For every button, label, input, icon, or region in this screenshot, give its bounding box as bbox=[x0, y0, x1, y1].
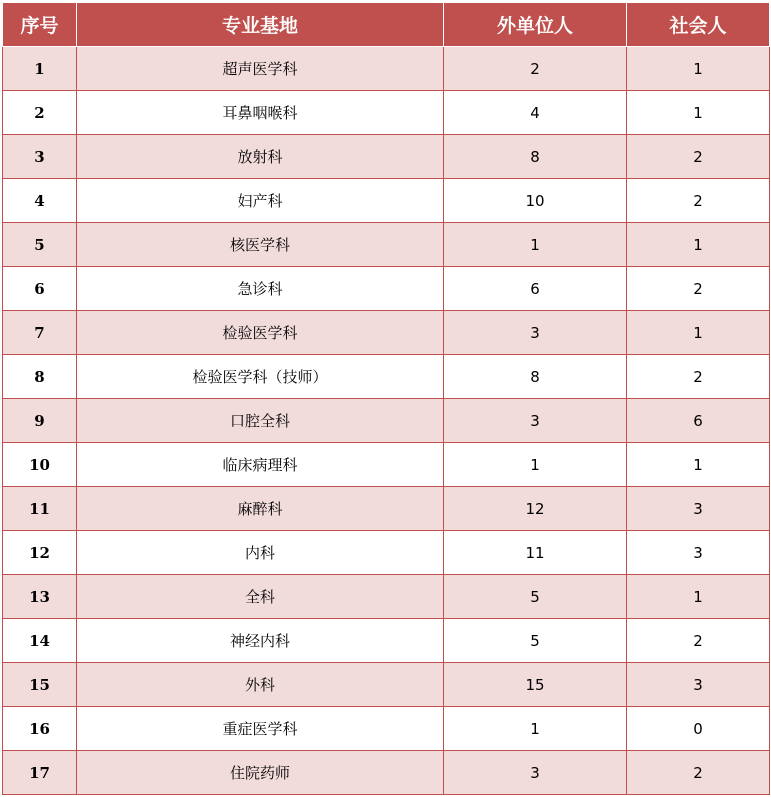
row-social: 3 bbox=[627, 487, 770, 531]
table-row bbox=[3, 443, 770, 487]
table-row bbox=[3, 619, 770, 663]
row-external: 15 bbox=[444, 663, 627, 707]
row-external: 1 bbox=[444, 443, 627, 487]
row-index: 13 bbox=[3, 575, 77, 619]
row-base: 住院药师 bbox=[77, 751, 444, 795]
table-row bbox=[3, 91, 770, 135]
row-external: 5 bbox=[444, 619, 627, 663]
row-social: 2 bbox=[627, 179, 770, 223]
table-row bbox=[3, 179, 770, 223]
row-index: 2 bbox=[3, 91, 77, 135]
row-base: 麻醉科 bbox=[77, 487, 444, 531]
row-base: 核医学科 bbox=[77, 223, 444, 267]
table-header bbox=[3, 3, 770, 47]
row-index: 6 bbox=[3, 267, 77, 311]
row-base: 口腔全科 bbox=[77, 399, 444, 443]
row-index: 16 bbox=[3, 707, 77, 751]
row-external: 8 bbox=[444, 355, 627, 399]
row-index: 17 bbox=[3, 751, 77, 795]
row-base: 检验医学科（技师） bbox=[77, 355, 444, 399]
row-base: 外科 bbox=[77, 663, 444, 707]
row-index: 9 bbox=[3, 399, 77, 443]
row-index: 10 bbox=[3, 443, 77, 487]
row-index: 12 bbox=[3, 531, 77, 575]
table-row bbox=[3, 355, 770, 399]
table-container bbox=[2, 2, 769, 795]
row-index: 8 bbox=[3, 355, 77, 399]
row-external: 6 bbox=[444, 267, 627, 311]
row-base: 急诊科 bbox=[77, 267, 444, 311]
header-external: 外单位人 bbox=[444, 3, 627, 47]
residency-quota-table bbox=[2, 2, 770, 795]
row-index: 15 bbox=[3, 663, 77, 707]
row-index: 3 bbox=[3, 135, 77, 179]
header-row bbox=[3, 3, 770, 47]
row-social: 3 bbox=[627, 663, 770, 707]
row-base: 检验医学科 bbox=[77, 311, 444, 355]
table-row bbox=[3, 135, 770, 179]
row-external: 11 bbox=[444, 531, 627, 575]
row-index: 4 bbox=[3, 179, 77, 223]
row-index: 14 bbox=[3, 619, 77, 663]
row-index: 7 bbox=[3, 311, 77, 355]
row-external: 3 bbox=[444, 399, 627, 443]
row-social: 1 bbox=[627, 47, 770, 91]
row-base: 全科 bbox=[77, 575, 444, 619]
row-social: 1 bbox=[627, 91, 770, 135]
row-social: 1 bbox=[627, 311, 770, 355]
row-social: 1 bbox=[627, 575, 770, 619]
table-row bbox=[3, 751, 770, 795]
row-external: 5 bbox=[444, 575, 627, 619]
row-external: 4 bbox=[444, 91, 627, 135]
table-row bbox=[3, 487, 770, 531]
row-external: 3 bbox=[444, 311, 627, 355]
row-external: 10 bbox=[444, 179, 627, 223]
row-external: 12 bbox=[444, 487, 627, 531]
table-row bbox=[3, 707, 770, 751]
row-index: 11 bbox=[3, 487, 77, 531]
table-row bbox=[3, 311, 770, 355]
row-social: 2 bbox=[627, 355, 770, 399]
row-external: 1 bbox=[444, 707, 627, 751]
row-base: 神经内科 bbox=[77, 619, 444, 663]
table-row bbox=[3, 531, 770, 575]
row-base: 耳鼻咽喉科 bbox=[77, 91, 444, 135]
table-row bbox=[3, 267, 770, 311]
table-row bbox=[3, 223, 770, 267]
table-body bbox=[3, 47, 770, 795]
row-social: 1 bbox=[627, 443, 770, 487]
row-external: 3 bbox=[444, 751, 627, 795]
row-external: 2 bbox=[444, 47, 627, 91]
header-social: 社会人 bbox=[627, 3, 770, 47]
row-base: 重症医学科 bbox=[77, 707, 444, 751]
row-base: 内科 bbox=[77, 531, 444, 575]
row-social: 3 bbox=[627, 531, 770, 575]
row-external: 1 bbox=[444, 223, 627, 267]
header-index: 序号 bbox=[3, 3, 77, 47]
row-social: 2 bbox=[627, 267, 770, 311]
row-index: 1 bbox=[3, 47, 77, 91]
row-index: 5 bbox=[3, 223, 77, 267]
table-row bbox=[3, 399, 770, 443]
header-base: 专业基地 bbox=[77, 3, 444, 47]
row-social: 2 bbox=[627, 751, 770, 795]
table-row bbox=[3, 663, 770, 707]
row-base: 放射科 bbox=[77, 135, 444, 179]
row-external: 8 bbox=[444, 135, 627, 179]
row-base: 超声医学科 bbox=[77, 47, 444, 91]
row-social: 2 bbox=[627, 619, 770, 663]
row-base: 妇产科 bbox=[77, 179, 444, 223]
table-row bbox=[3, 575, 770, 619]
row-social: 1 bbox=[627, 223, 770, 267]
row-social: 0 bbox=[627, 707, 770, 751]
row-social: 6 bbox=[627, 399, 770, 443]
row-base: 临床病理科 bbox=[77, 443, 444, 487]
row-social: 2 bbox=[627, 135, 770, 179]
table-row bbox=[3, 47, 770, 91]
